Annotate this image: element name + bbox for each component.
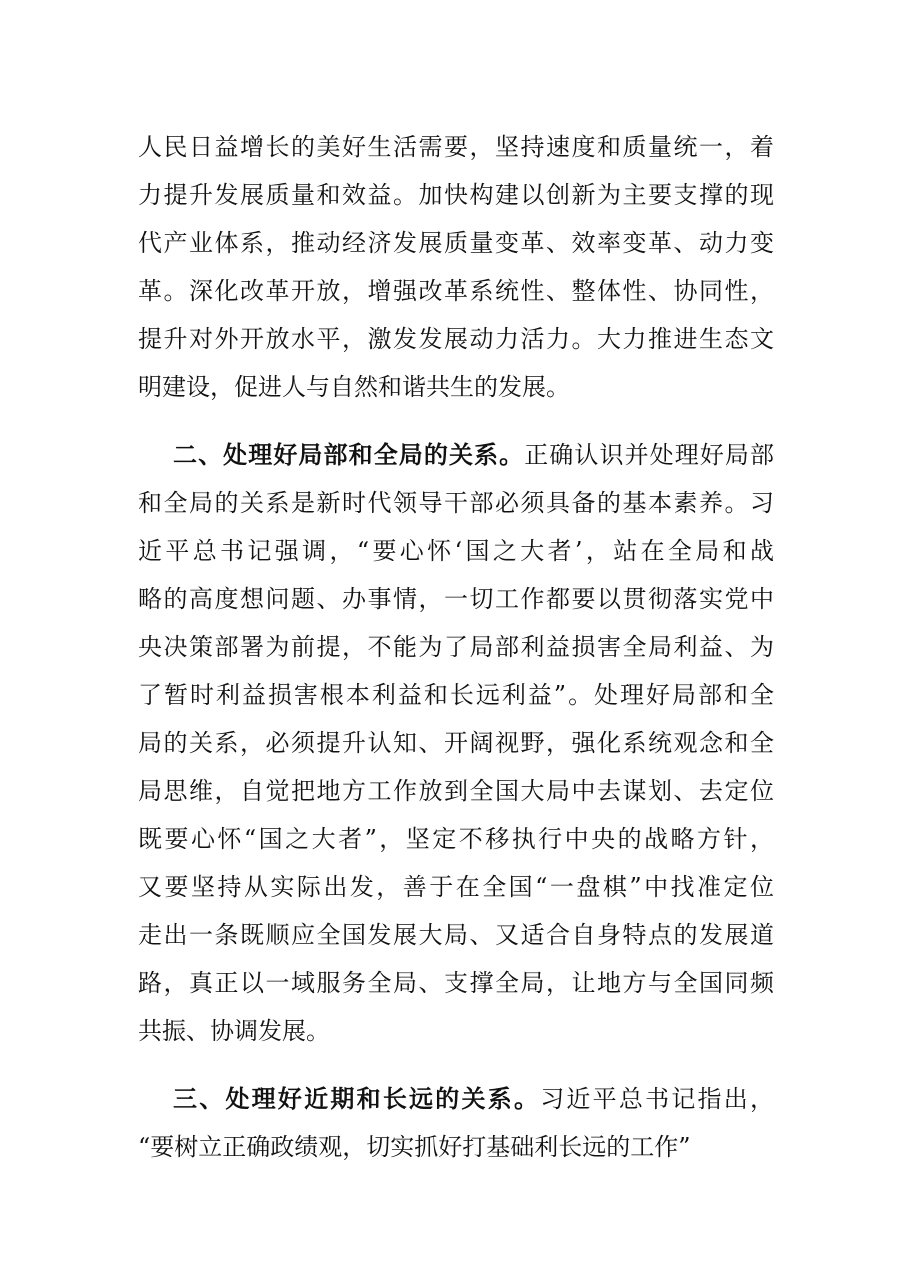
paragraph-line: 局的关系，必须提升认知、开阔视野，强化系统观念和全 — [138, 729, 774, 757]
paragraph-line: “要树立正确政绩观，切实抓好打基础利长远的工作” — [138, 1133, 691, 1161]
paragraph-line: 力提升发展质量和效益。加快构建以创新为主要支撑的现 — [138, 181, 774, 209]
section-three-first-line-text: 习近平总书记指出， — [540, 1085, 774, 1113]
paragraph-line: 代产业体系，推动经济发展质量变革、效率变革、动力变 — [138, 229, 774, 257]
paragraph-line: 近平总书记强调，“要心怀‘国之大者’，站在全局和战 — [138, 537, 774, 565]
paragraph-line: 提升对外开放水平，激发发展动力活力。大力推进生态文 — [138, 325, 774, 353]
paragraph-line: 路，真正以一域服务全局、支撑全局，让地方与全国同频 — [138, 969, 774, 997]
section-three-heading: 三、处理好近期和长远的关系。 — [173, 1084, 541, 1113]
paragraph-line: 共振、协调发展。 — [138, 1017, 330, 1045]
paragraph-line: 局思维，自觉把地方工作放到全国大局中去谋划、去定位 — [138, 777, 774, 805]
paragraph-line: 又要坚持从实际出发，善于在全国“一盘棋”中找准定位 — [138, 873, 774, 901]
paragraph-line: 走出一条既顺应全国发展大局、又适合自身特点的发展道 — [138, 921, 774, 949]
paragraph-line: 和全局的关系是新时代领导干部必须具备的基本素养。习 — [138, 489, 774, 517]
paragraph-line: 略的高度想问题、办事情，一切工作都要以贯彻落实党中 — [138, 585, 774, 613]
paragraph-line: 革。深化改革开放，增强改革系统性、整体性、协同性， — [138, 277, 774, 305]
section-three-first-line — [173, 1082, 774, 1116]
paragraph-line: 了暂时利益损害根本利益和长远利益”。处理好局部和全 — [138, 681, 774, 709]
paragraph-line: 央决策部署为前提，不能为了局部利益损害全局利益、为 — [138, 633, 774, 661]
paragraph-line: 明建设，促进人与自然和谐共生的发展。 — [138, 373, 570, 401]
paragraph-line: 人民日益增长的美好生活需要，坚持速度和质量统一，着 — [138, 133, 774, 161]
paragraph-line: 既要心怀“国之大者”，坚定不移执行中央的战略方针， — [138, 825, 774, 853]
section-two-first-line-text: 正确认识并处理好局部 — [524, 441, 774, 469]
section-two-heading: 二、处理好局部和全局的关系。 — [173, 440, 525, 469]
section-two-first-line — [173, 438, 774, 472]
